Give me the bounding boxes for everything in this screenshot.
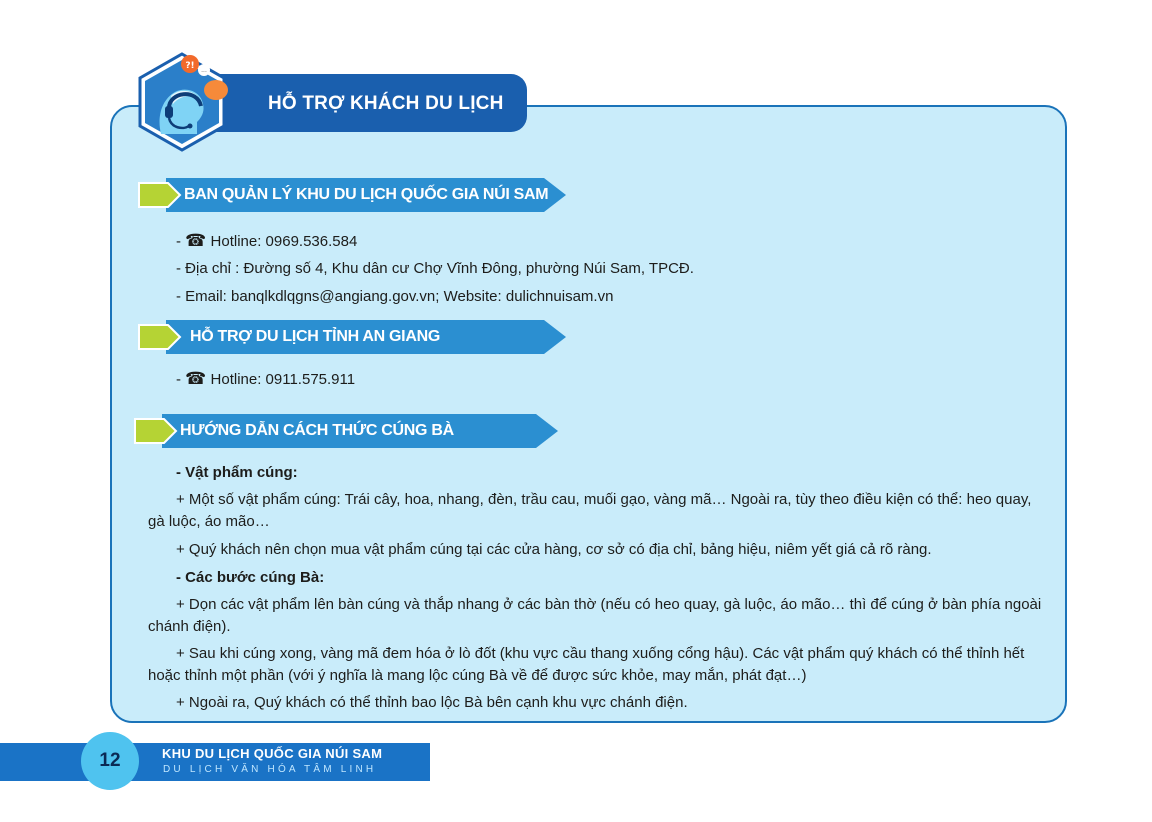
page-number: 12 xyxy=(99,750,121,771)
paragraph: + Dọn các vật phẩm lên bàn cúng và thắp nhang ở các bàn thờ (nếu có heo quay, gà luộc, áo mão… thì để cúng ở bàn phía ngoài chánh điện). xyxy=(148,596,1042,635)
customer-support-icon xyxy=(127,48,237,158)
hotline-line: - ☎ Hotline: 0969.536.584 xyxy=(176,231,358,251)
section-header-ho-tro-an-giang xyxy=(136,320,568,354)
footer-subtitle: DU LỊCH VĂN HÓA TÂM LINH xyxy=(163,764,377,775)
paragraph: + Sau khi cúng xong, vàng mã đem hóa ở lò đốt (khu vực cầu thang xuống cổng hậu). Các vật phẩm quý khách có thể thỉnh hết hoặc thỉnh một phần (với ý nghĩa là mang lộc cúng Bà về để được sức khỏe, may mắn, phát đạt…) xyxy=(148,645,1025,684)
address-line: - Địa chỉ : Đường số 4, Khu dân cư Chợ Vĩnh Đông, phường Núi Sam, TPCĐ. xyxy=(176,260,694,277)
section-title: HỖ TRỢ DU LỊCH TỈNH AN GIANG xyxy=(190,328,440,345)
hotline-line: - ☎ Hotline: 0911.575.911 xyxy=(176,369,356,389)
section-title: BAN QUẢN LÝ KHU DU LỊCH QUỐC GIA NÚI SAM xyxy=(184,186,549,203)
section-title: HƯỚNG DẪN CÁCH THỨC CÚNG BÀ xyxy=(180,422,454,439)
svg-text:...: ... xyxy=(201,67,207,74)
page-title: HỖ TRỢ KHÁCH DU LỊCH xyxy=(268,93,504,114)
svg-text:?!: ?! xyxy=(185,61,195,71)
paragraph: + Một số vật phẩm cúng: Trái cây, hoa, nhang, đèn, trầu cau, muối gạo, vàng mã… Ngoài ra, tùy theo điều kiện có thể: heo quay, gà luộc, áo mão… xyxy=(148,491,1032,530)
section-header-ban-quan-ly xyxy=(136,178,568,212)
telephone-icon: ☎ xyxy=(185,369,207,389)
paragraph: + Ngoài ra, Quý khách có thể thỉnh bao lộc Bà bên cạnh khu vực chánh điện. xyxy=(176,694,688,711)
paragraph: + Quý khách nên chọn mua vật phẩm cúng tại các cửa hàng, cơ sở có địa chỉ, bảng hiệu, niêm yết giá cả rõ ràng. xyxy=(176,541,932,558)
telephone-icon: ☎ xyxy=(185,231,207,251)
subheading-vat-pham: - Vật phẩm cúng: xyxy=(176,464,298,481)
section-header-cach-thuc-cung-ba xyxy=(132,414,564,448)
email-website-line: - Email: banqlkdlqgns@angiang.gov.vn; Website: dulichnuisam.vn xyxy=(176,288,614,305)
subheading-cac-buoc: - Các bước cúng Bà: xyxy=(176,569,325,586)
footer-title: KHU DU LỊCH QUỐC GIA NÚI SAM xyxy=(162,746,383,761)
